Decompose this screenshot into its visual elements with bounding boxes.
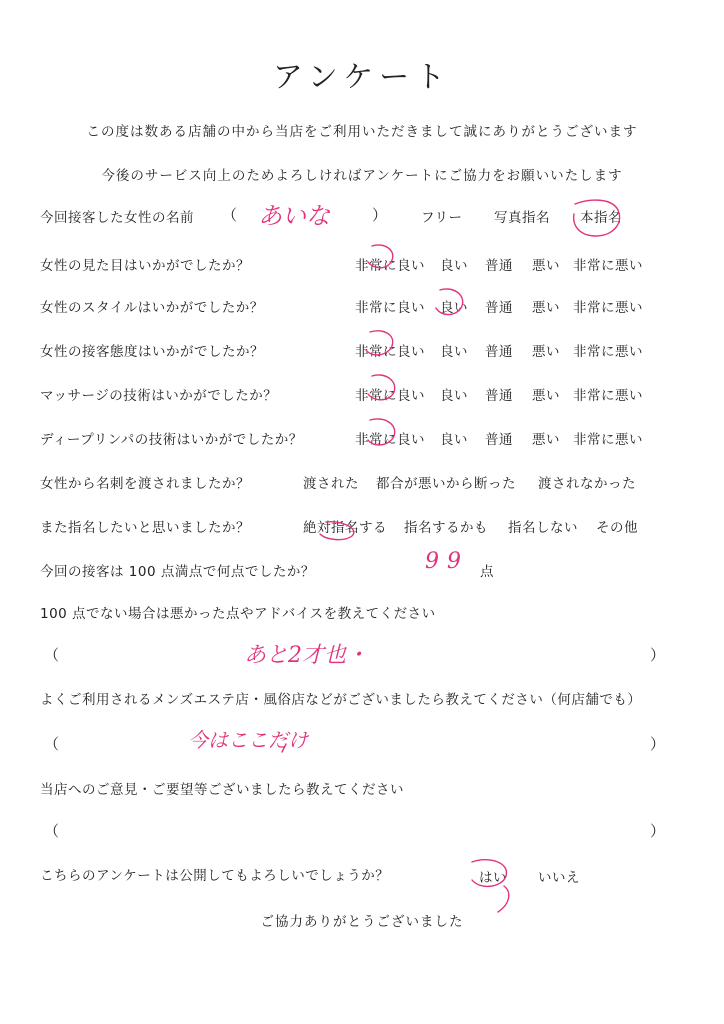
- feedback-question-label: 当店へのご意見・ご要望等ございましたら教えてください: [40, 782, 404, 798]
- rating-question-1-label: 女性の見た目はいかがでしたか？: [40, 258, 250, 274]
- name-open-paren: （: [222, 206, 238, 224]
- rating-question-4-label: マッサージの技術はいかがでしたか？: [40, 388, 278, 404]
- rating-4-option-very-bad[interactable]: 非常に悪い: [573, 388, 643, 404]
- advice-question-label: 100 点でない場合は悪かった点やアドバイスを教えてください: [40, 606, 436, 622]
- name-answer[interactable]: あいな: [258, 202, 330, 230]
- name-question-label: 今回接客した女性の名前: [40, 210, 194, 226]
- rating-5-option-bad[interactable]: 悪い: [532, 432, 560, 448]
- rating-3-option-good[interactable]: 良い: [440, 344, 468, 360]
- rating-1-option-bad[interactable]: 悪い: [532, 258, 560, 274]
- other-shops-close-paren: ）: [650, 735, 666, 753]
- rating-5-option-very-good[interactable]: 非常に良い: [355, 432, 425, 448]
- rating-5-option-very-bad[interactable]: 非常に悪い: [573, 432, 643, 448]
- score-unit: 点: [480, 564, 494, 580]
- rating-3-option-very-good[interactable]: 非常に良い: [355, 344, 425, 360]
- rating-2-option-bad[interactable]: 悪い: [532, 300, 560, 316]
- advice-answer[interactable]: あと2才也・: [244, 643, 368, 668]
- rating-question-5-label: ディープリンパの技術はいかがでしたか？: [40, 432, 303, 448]
- other-shops-question-label: よくご利用されるメンズエステ店・風俗店などがございましたら教えてください（何店舗でも）: [40, 692, 642, 708]
- renominate-option-definitely[interactable]: 絶対指名する: [303, 520, 387, 536]
- score-question-label: 今回の接客は 100 点満点で何点でしたか？: [40, 564, 315, 580]
- card-option-given[interactable]: 渡された: [303, 476, 359, 492]
- rating-4-option-good[interactable]: 良い: [440, 388, 468, 404]
- advice-close-paren: ）: [650, 646, 666, 664]
- rating-question-2-label: 女性のスタイルはいかがでしたか？: [40, 300, 264, 316]
- rating-5-option-good[interactable]: 良い: [440, 432, 468, 448]
- card-option-not-given[interactable]: 渡されなかった: [538, 476, 636, 492]
- publish-option-no[interactable]: いいえ: [538, 870, 580, 886]
- rating-1-option-very-bad[interactable]: 非常に悪い: [573, 258, 643, 274]
- rating-1-option-very-good[interactable]: 非常に良い: [355, 258, 425, 274]
- renominate-option-no[interactable]: 指名しない: [508, 520, 578, 536]
- rating-3-option-normal[interactable]: 普通: [485, 344, 513, 360]
- rating-1-option-good[interactable]: 良い: [440, 258, 468, 274]
- rating-1-option-normal[interactable]: 普通: [485, 258, 513, 274]
- card-option-declined[interactable]: 都合が悪いから断った: [376, 476, 516, 492]
- publish-option-yes[interactable]: はい: [479, 870, 507, 886]
- intro-line-1: この度は数ある店舗の中から当店をご利用いただきまして誠にありがとうございます: [86, 124, 638, 140]
- publish-question-label: こちらのアンケートは公開してもよろしいでしょうか？: [40, 868, 390, 884]
- rating-3-option-bad[interactable]: 悪い: [532, 344, 560, 360]
- closing-text: ご協力ありがとうございました: [260, 914, 464, 930]
- name-option-main[interactable]: 本指名: [580, 210, 622, 226]
- renominate-option-other[interactable]: その他: [596, 520, 638, 536]
- score-answer[interactable]: 99: [425, 549, 469, 574]
- name-option-free[interactable]: フリー: [421, 210, 463, 226]
- feedback-open-paren: （: [44, 822, 60, 840]
- renominate-question-label: また指名したいと思いましたか？: [40, 520, 250, 536]
- advice-open-paren: （: [44, 646, 60, 664]
- pencil-stroke: [498, 886, 509, 912]
- rating-5-option-normal[interactable]: 普通: [485, 432, 513, 448]
- rating-2-option-very-bad[interactable]: 非常に悪い: [573, 300, 643, 316]
- page-title: アンケート: [272, 60, 452, 95]
- card-question-label: 女性から名刺を渡されましたか？: [40, 476, 250, 492]
- other-shops-open-paren: （: [44, 735, 60, 753]
- rating-4-option-very-good[interactable]: 非常に良い: [355, 388, 425, 404]
- feedback-close-paren: ）: [650, 822, 666, 840]
- rating-2-option-good[interactable]: 良い: [440, 300, 468, 316]
- rating-4-option-bad[interactable]: 悪い: [532, 388, 560, 404]
- rating-question-3-label: 女性の接客態度はいかがでしたか？: [40, 344, 264, 360]
- name-close-paren: ）: [372, 206, 388, 224]
- name-option-photo[interactable]: 写真指名: [494, 210, 550, 226]
- rating-3-option-very-bad[interactable]: 非常に悪い: [573, 344, 643, 360]
- renominate-option-maybe[interactable]: 指名するかも: [404, 520, 488, 536]
- rating-4-option-normal[interactable]: 普通: [485, 388, 513, 404]
- intro-line-2: 今後のサービス向上のためよろしければアンケートにご協力をお願いいたします: [101, 168, 623, 184]
- rating-2-option-very-good[interactable]: 非常に良い: [355, 300, 425, 316]
- rating-2-option-normal[interactable]: 普通: [485, 300, 513, 316]
- other-shops-answer[interactable]: 今はここだけ: [188, 728, 308, 752]
